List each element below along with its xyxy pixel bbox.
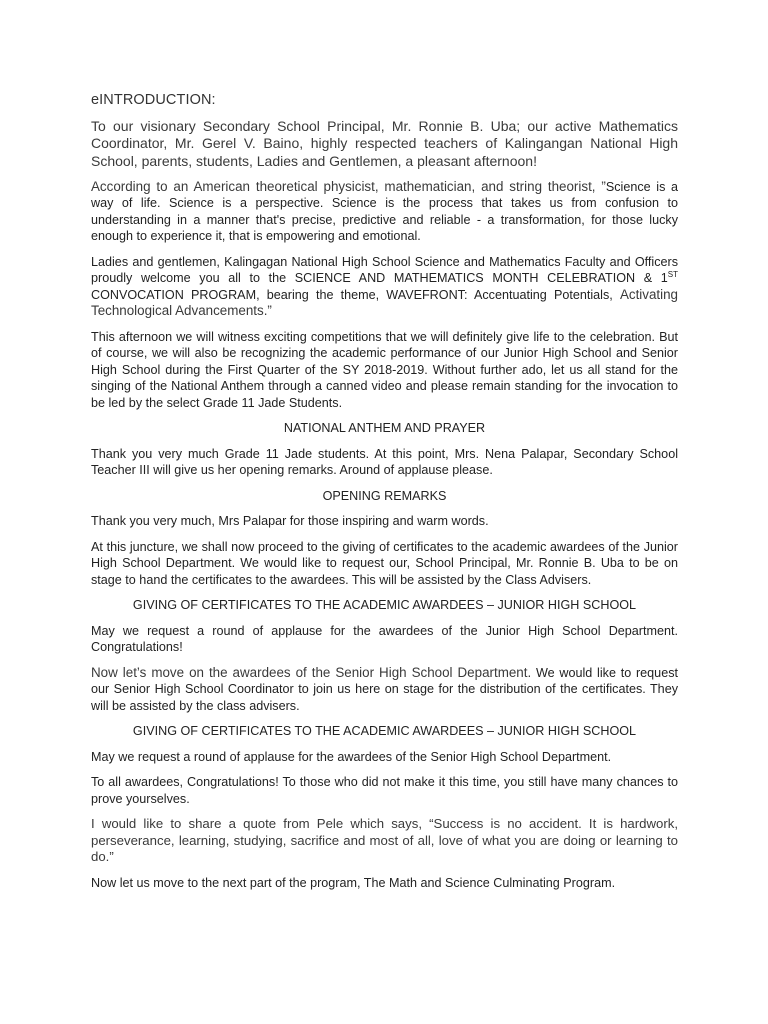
welcome-text-c: Activating Technological Advancements.”: [91, 286, 678, 319]
greeting-paragraph: To our visionary Secondary School Principal, Mr. Ronnie B. Uba; our active Mathematics Coordinator, Mr. Gerel V. Baino, highly respected teachers of Kalingangan National High School, parents, students, Ladies and Gentlemen, a pleasant afternoon!: [91, 118, 678, 169]
quote-paragraph: [91, 179, 678, 245]
certificates-junior-paragraph: At this juncture, we shall now proceed to the giving of certificates to the academic awardees of the Junior High School Department. We would like to request our, School Principal, Mr. Ronnie B. Uba to be on stage to hand the certificates to the awardees. This will be assisted by the Class Advisers.: [91, 539, 678, 587]
thanks-palapar-paragraph: Thank you very much, Mrs Palapar for those inspiring and warm words.: [91, 514, 489, 529]
applause-junior-paragraph: May we request a round of applause for the awardees of the Junior High School Department. Congratulations!: [91, 623, 678, 655]
next-part-paragraph: Now let us move to the next part of the program, The Math and Science Culminating Program.: [91, 875, 616, 890]
welcome-text-b: CONVOCATION PROGRAM, bearing the theme, WAVEFRONT: Accentuating Potentials,: [91, 287, 620, 302]
thanks-jade-paragraph: Thank you very much Grade 11 Jade students. At this point, Mrs. Nena Palapar, Secondary School Teacher III will give us her opening remarks. Around of applause please.: [91, 446, 678, 478]
quote-lead: According to an American theoretical physicist, mathematician, and string theorist, ”: [91, 178, 606, 194]
welcome-text-a: Ladies and gentlemen, Kalingagan National High School Science and Mathematics Faculty and Officers proudly welcome you all to the SCIENCE AND MATHEMATICS MONTH CELEBRATION & 1: [91, 254, 678, 286]
afternoon-paragraph: This afternoon we will witness exciting competitions that we will definitely give life to the celebration. But of course, we will also be recognizing the academic performance of our Junior High School and Senior High School during the First Quarter of the SY 2018-2019. Without further ado, let us all stand for the singing of the National Anthem through a canned video and please remain standing for the invocation to be led by the select Grade 11 Jade Students.: [91, 329, 678, 410]
applause-senior-paragraph: May we request a round of applause for the awardees of the Senior High School Department.: [91, 749, 612, 764]
anthem-heading: NATIONAL ANTHEM AND PRAYER: [283, 421, 486, 436]
science-quote: Science is a way of life. Science is a perspective. Science is the process that takes us from confusion to understanding in a manner that's precise, predictive and reliable - a transformation, for those lucky enough to experience it, that is empowering and emotional.: [91, 179, 679, 244]
ordinal-suffix: ST: [667, 270, 678, 280]
senior-awardees-rest: We would like to request our Senior High School Coordinator to join us here on stage for the distribution of the certificates. They will be assisted by the class advisers.: [91, 665, 678, 713]
welcome-paragraph: [91, 254, 678, 320]
opening-remarks-heading: OPENING REMARKS: [322, 488, 447, 503]
certificates-heading-1: GIVING OF CERTIFICATES TO THE ACADEMIC AWARDEES – JUNIOR HIGH SCHOOL: [132, 598, 637, 613]
congratulations-paragraph: To all awardees, Congratulations! To those who did not make it this time, you still have many chances to prove yourselves.: [91, 775, 678, 806]
senior-awardees-lead: Now let’s move on the awardees of the Senior High School Department.: [91, 664, 532, 680]
introduction-heading: eINTRODUCTION:: [91, 92, 216, 108]
senior-awardees-paragraph: [91, 665, 678, 715]
certificates-heading-2: GIVING OF CERTIFICATES TO THE ACADEMIC AWARDEES – JUNIOR HIGH SCHOOL: [132, 724, 637, 739]
pele-quote-paragraph: I would like to share a quote from Pele which says, “Success is no accident. It is hardwork, perseverance, learning, studying, sacrifice and most of all, love of what you are doing or learning to do.”: [91, 816, 678, 865]
